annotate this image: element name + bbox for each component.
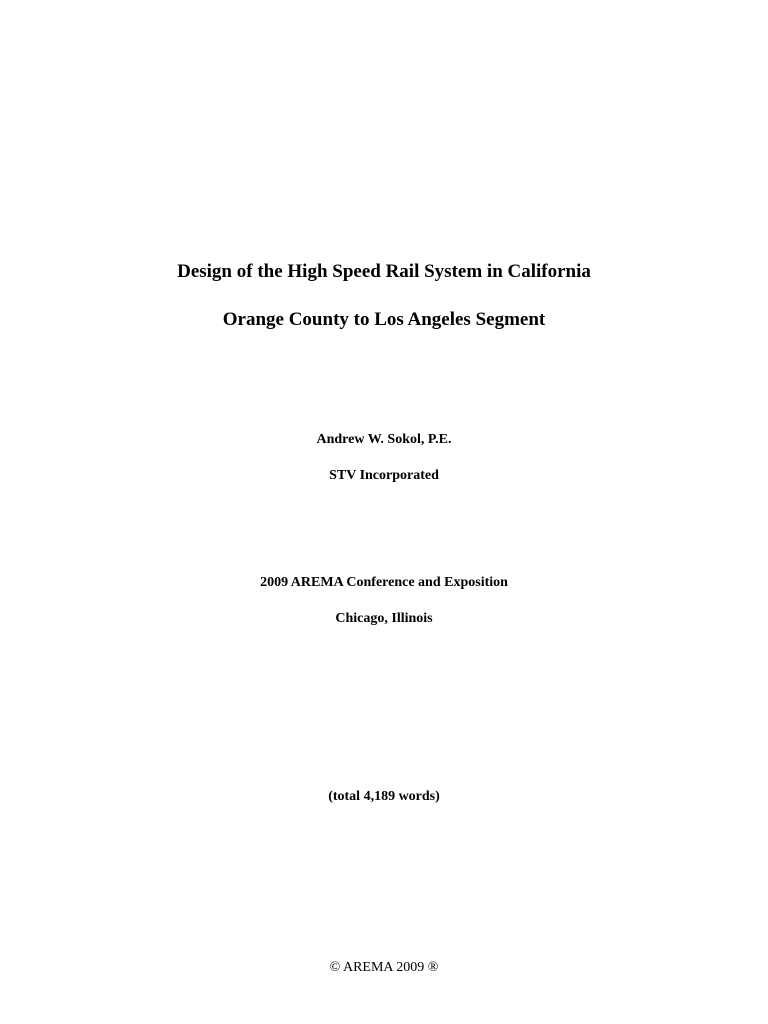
author-organization: STV Incorporated [329,468,439,483]
word-count: (total 4,189 words) [328,789,440,804]
conference-location: Chicago, Illinois [335,611,433,626]
document-title: Design of the High Speed Rail System in California [177,261,591,282]
copyright-notice: © AREMA 2009 ® [329,960,439,975]
author-name: Andrew W. Sokol, P.E. [316,432,452,447]
document-subtitle: Orange County to Los Angeles Segment [222,309,546,330]
conference-name: 2009 AREMA Conference and Exposition [260,575,508,590]
